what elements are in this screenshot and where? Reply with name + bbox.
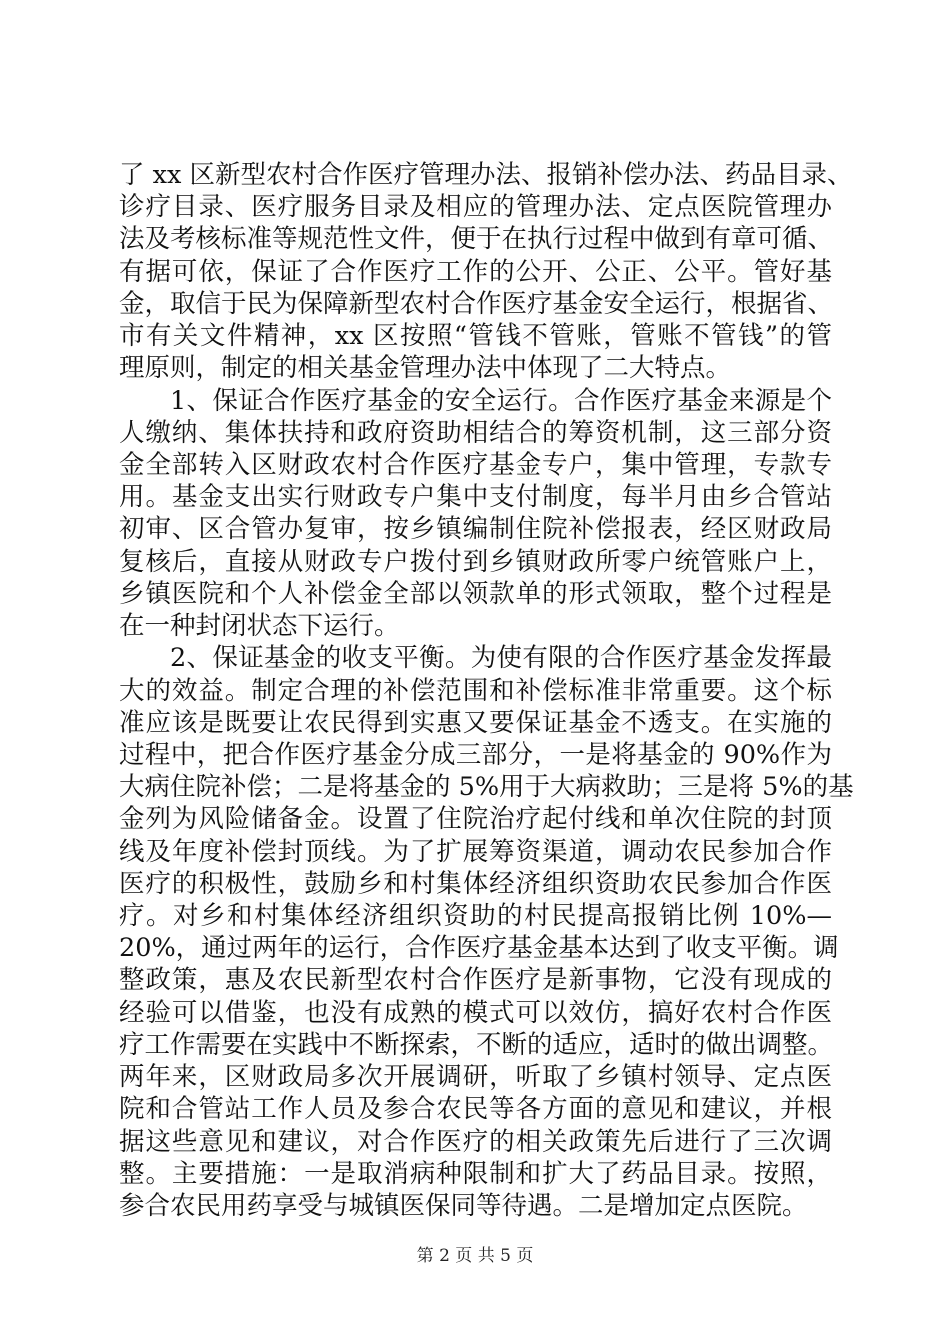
text-line: 市有关文件精神，xx 区按照“管钱不管账，管账不管钱”的管 (119, 321, 832, 351)
text-line: 两年来，区财政局多次开展调研，听取了乡镇村领导、定点医 (119, 1062, 832, 1092)
paragraph-2-first-line: 2、保证基金的收支平衡。为使有限的合作医疗基金发挥最 (170, 643, 832, 673)
text-line: 复核后，直接从财政专户拨付到乡镇财政所零户统管账户上， (119, 547, 832, 577)
text-line: 准应该是既要让农民得到实惠又要保证基金不透支。在实施的 (119, 708, 832, 738)
text-line: 用。基金支出实行财政专户集中支付制度，每半月由乡合管站 (119, 482, 832, 512)
text-line: 在一种封闭状态下运行。 (119, 611, 400, 641)
text-line: 法及考核标准等规范性文件，便于在执行过程中做到有章可循、 (119, 224, 834, 254)
text-line: 大病住院补偿；二是将基金的 5%用于大病救助；三是将 5%的基 (119, 772, 854, 802)
text-line: 金，取信于民为保障新型农村合作医疗基金安全运行，根据省、 (119, 289, 834, 319)
text-line: 人缴纳、集体扶持和政府资助相结合的筹资机制，这三部分资 (119, 418, 832, 448)
text-line: 金全部转入区财政农村合作医疗基金专户，集中管理，专款专 (119, 450, 832, 480)
text-line: 了 xx 区新型农村合作医疗管理办法、报销补偿办法、药品目录、 (119, 160, 853, 190)
text-line: 20%，通过两年的运行，合作医疗基金基本达到了收支平衡。调 (119, 933, 839, 963)
text-line: 整政策，惠及农民新型农村合作医疗是新事物，它没有现成的 (119, 965, 832, 995)
text-line: 金列为风险储备金。设置了住院治疗起付线和单次住院的封顶 (119, 804, 832, 834)
text-line: 参合农民用药享受与城镇医保同等待遇。二是增加定点医院。 (119, 1191, 808, 1221)
text-line: 经验可以借鉴，也没有成熟的模式可以效仿，搞好农村合作医 (119, 998, 832, 1028)
text-line: 疗。对乡和村集体经济组织资助的村民提高报销比例 10%— (119, 901, 832, 931)
text-line: 疗工作需要在实践中不断探索，不断的适应，适时的做出调整。 (119, 1030, 834, 1060)
text-line: 大的效益。制定合理的补偿范围和补偿标准非常重要。这个标 (119, 676, 832, 706)
text-line: 据这些意见和建议，对合作医疗的相关政策先后进行了三次调 (119, 1127, 832, 1157)
text-line: 有据可依，保证了合作医疗工作的公开、公正、公平。管好基 (119, 257, 832, 287)
text-line: 线及年度补偿封顶线。为了扩展筹资渠道，调动农民参加合作 (119, 837, 832, 867)
text-line: 诊疗目录、医疗服务目录及相应的管理办法、定点医院管理办 (119, 192, 832, 222)
text-line: 医疗的积极性，鼓励乡和村集体经济组织资助农民参加合作医 (119, 869, 832, 899)
text-line: 整。主要措施：一是取消病种限制和扩大了药品目录。按照， (119, 1159, 832, 1189)
text-line: 乡镇医院和个人补偿金全部以领款单的形式领取，整个过程是 (119, 579, 832, 609)
text-line: 院和合管站工作人员及参合农民等各方面的意见和建议，并根 (119, 1094, 832, 1124)
text-line: 初审、区合管办复审，按乡镇编制住院补偿报表，经区财政局 (119, 514, 832, 544)
page-number-footer: 第 2 页 共 5 页 (416, 1246, 534, 1266)
text-line: 过程中，把合作医疗基金分成三部分，一是将基金的 90%作为 (119, 740, 832, 770)
paragraph-1-first-line: 1、保证合作医疗基金的安全运行。合作医疗基金来源是个 (170, 386, 832, 416)
text-line: 理原则，制定的相关基金管理办法中体现了二大特点。 (119, 353, 732, 383)
